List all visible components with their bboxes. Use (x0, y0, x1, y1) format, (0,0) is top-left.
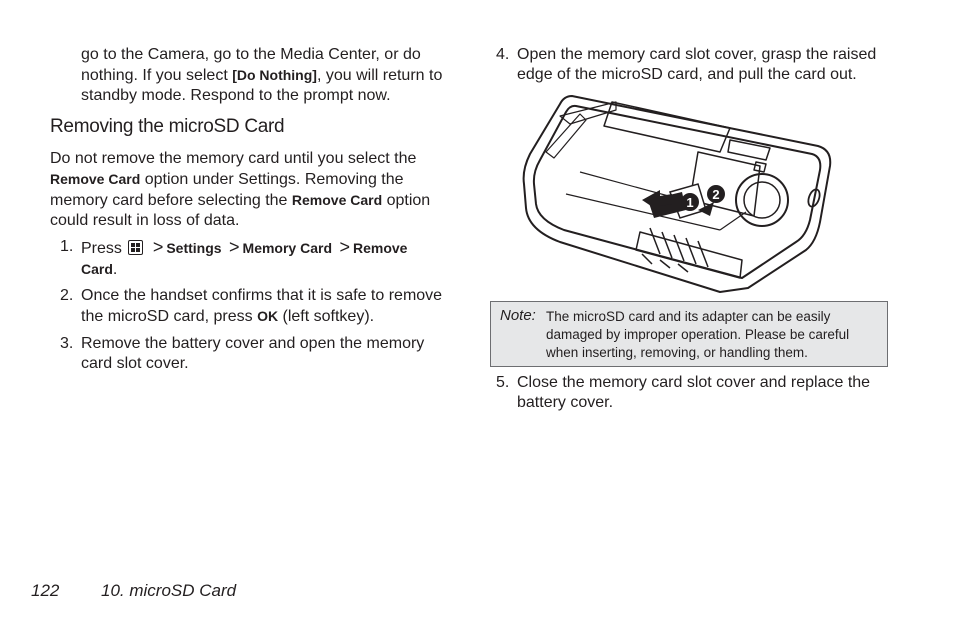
press-text: Press (81, 240, 122, 257)
step-5 (517, 373, 870, 413)
settings-menu: Settings (166, 240, 222, 256)
ok-key: OK (257, 308, 279, 324)
remove-card-menu: Remove (352, 240, 408, 256)
intro-line-1: go to the Camera, go to the Media Center, or do (81, 46, 421, 63)
arrow-separator: > (339, 237, 350, 257)
step-2-line-1: Once the handset confirms that it is safe to remove (81, 287, 443, 304)
remove-card-option: Remove Card (291, 192, 383, 208)
step-2-text: the microSD card, press (81, 308, 258, 325)
step-4-number: 4. (496, 46, 510, 63)
callout-2: 2 (712, 187, 720, 202)
memory-card-menu: Memory Card (242, 240, 332, 256)
note-label: Note: (500, 307, 536, 324)
page-number: 122 (31, 581, 60, 600)
intro-paragraph (81, 45, 442, 106)
step-4-line-1: Open the memory card slot cover, grasp the raised (517, 46, 877, 63)
warning-paragraph (50, 149, 430, 231)
step-4 (517, 45, 876, 85)
warning-line-1: Do not remove the memory card until you select the (50, 150, 417, 167)
step-2-line-2 (81, 306, 442, 327)
note-line-3: when inserting, removing, or handling them. (546, 345, 808, 360)
warning-text: option (382, 192, 431, 209)
intro-text: nothing. If you select (81, 67, 233, 84)
step-1 (81, 237, 407, 280)
step-3 (81, 334, 424, 374)
arrow-separator: > (152, 237, 164, 257)
note-line-1: The microSD card and its adapter can be easily (546, 309, 831, 324)
remove-card-menu: Card (81, 261, 113, 277)
step-4-line-2: edge of the microSD card, and pull the card out. (517, 66, 857, 83)
intro-line-3: standby mode. Respond to the prompt now. (81, 87, 391, 104)
phone-illustration (520, 92, 835, 297)
note-box (490, 301, 888, 367)
step-2-number: 2. (60, 287, 74, 304)
chapter-title: 10. microSD Card (101, 581, 237, 600)
do-nothing-option: [Do Nothing] (232, 67, 317, 83)
step-1-line-2 (81, 259, 407, 280)
step-1-number: 1. (60, 238, 74, 255)
step-2 (81, 286, 442, 327)
remove-card-option: Remove Card (50, 171, 141, 187)
step-2-text: (left softkey). (278, 308, 375, 325)
warning-line-2 (50, 169, 430, 190)
intro-line-2 (81, 65, 442, 86)
step-5-number: 5. (496, 374, 510, 391)
period: . (112, 261, 118, 278)
note-line-2: damaged by improper operation. Please be careful (546, 327, 850, 342)
note-text (546, 308, 876, 362)
step-3-number: 3. (60, 335, 74, 352)
arrow-separator: > (229, 237, 240, 257)
menu-key-icon (128, 240, 143, 255)
step-3-line-2: card slot cover. (81, 355, 189, 372)
section-heading: Removing the microSD Card (50, 116, 285, 137)
warning-line-4: could result in loss of data. (50, 212, 240, 229)
step-5-line-1: Close the memory card slot cover and replace the (517, 374, 871, 391)
callout-1: 1 (686, 195, 694, 210)
intro-text: , you will return to (316, 67, 443, 84)
step-5-line-2: battery cover. (517, 394, 614, 411)
step-3-line-1: Remove the battery cover and open the memory (81, 335, 425, 352)
warning-line-3 (50, 190, 430, 211)
warning-text: option under Settings. Removing the (140, 171, 404, 188)
warning-text: memory card before selecting the (50, 192, 292, 209)
step-1-line-1 (81, 237, 407, 259)
